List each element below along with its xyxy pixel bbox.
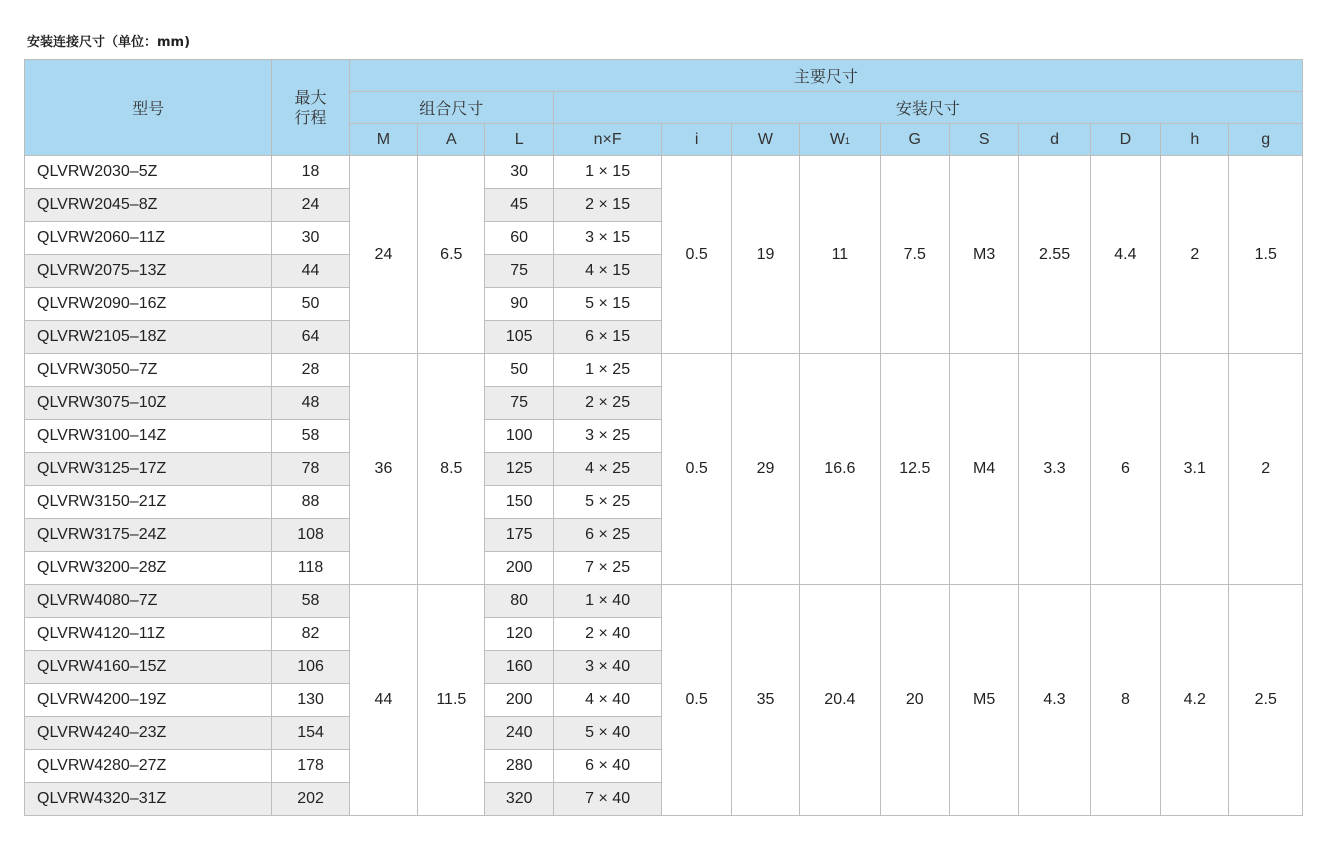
cell-model: QLVRW4200–19Z <box>25 684 272 717</box>
cell-model: QLVRW3200–28Z <box>25 552 272 585</box>
cell-nf: 6 × 40 <box>553 750 662 783</box>
cell-nf: 5 × 25 <box>553 486 662 519</box>
cell-l: 75 <box>485 387 553 420</box>
cell-model: QLVRW3175–24Z <box>25 519 272 552</box>
cell-l: 200 <box>485 552 553 585</box>
header-col-w1-label: W <box>829 130 845 148</box>
cell-g-lower: 2.5 <box>1229 585 1303 816</box>
header-col-w1 <box>800 124 880 156</box>
cell-l: 75 <box>485 255 553 288</box>
cell-m: 36 <box>349 354 417 585</box>
header-col-i: i <box>662 124 731 156</box>
cell-model: QLVRW4240–23Z <box>25 717 272 750</box>
cell-l: 50 <box>485 354 553 387</box>
cell-model: QLVRW2045–8Z <box>25 189 272 222</box>
cell-g-upper: 7.5 <box>880 156 949 354</box>
cell-g-lower: 1.5 <box>1229 156 1303 354</box>
cell-stroke: 28 <box>272 354 349 387</box>
cell-stroke: 106 <box>272 651 349 684</box>
header-col-h: h <box>1161 124 1229 156</box>
cell-model: QLVRW4160–15Z <box>25 651 272 684</box>
cell-model: QLVRW3100–14Z <box>25 420 272 453</box>
cell-stroke: 24 <box>272 189 349 222</box>
cell-h: 3.1 <box>1161 354 1229 585</box>
cell-s: M3 <box>949 156 1018 354</box>
table-row <box>25 156 1303 189</box>
cell-nf: 2 × 40 <box>553 618 662 651</box>
cell-nf: 7 × 25 <box>553 552 662 585</box>
cell-l: 90 <box>485 288 553 321</box>
cell-a: 11.5 <box>418 585 485 816</box>
cell-stroke: 18 <box>272 156 349 189</box>
cell-model: QLVRW3050–7Z <box>25 354 272 387</box>
cell-l: 320 <box>485 783 553 816</box>
cell-model: QLVRW2030–5Z <box>25 156 272 189</box>
cell-l: 100 <box>485 420 553 453</box>
cell-l: 125 <box>485 453 553 486</box>
cell-g-upper: 12.5 <box>880 354 949 585</box>
table-body <box>25 156 1303 816</box>
cell-nf: 4 × 25 <box>553 453 662 486</box>
cell-nf: 5 × 40 <box>553 717 662 750</box>
cell-nf: 2 × 25 <box>553 387 662 420</box>
cell-w: 35 <box>731 585 799 816</box>
cell-d-upper: 8 <box>1090 585 1160 816</box>
cell-s: M5 <box>949 585 1018 816</box>
cell-stroke: 30 <box>272 222 349 255</box>
cell-l: 45 <box>485 189 553 222</box>
cell-nf: 4 × 40 <box>553 684 662 717</box>
cell-stroke: 118 <box>272 552 349 585</box>
header-combo-dims: 组合尺寸 <box>349 92 553 124</box>
cell-w: 19 <box>731 156 799 354</box>
cell-model: QLVRW3075–10Z <box>25 387 272 420</box>
cell-stroke: 154 <box>272 717 349 750</box>
cell-nf: 6 × 25 <box>553 519 662 552</box>
header-col-w: W <box>731 124 799 156</box>
table-header <box>25 60 1303 156</box>
cell-d-upper: 4.4 <box>1090 156 1160 354</box>
cell-stroke: 58 <box>272 585 349 618</box>
cell-model: QLVRW3150–21Z <box>25 486 272 519</box>
header-col-w1-subscript: 1 <box>844 135 850 146</box>
header-model: 型号 <box>25 60 272 156</box>
header-col-d-upper: D <box>1090 124 1160 156</box>
cell-stroke: 202 <box>272 783 349 816</box>
cell-a: 8.5 <box>418 354 485 585</box>
cell-model: QLVRW2090–16Z <box>25 288 272 321</box>
cell-model: QLVRW2105–18Z <box>25 321 272 354</box>
cell-model: QLVRW2060–11Z <box>25 222 272 255</box>
cell-l: 120 <box>485 618 553 651</box>
cell-d-lower: 4.3 <box>1019 585 1090 816</box>
cell-nf: 2 × 15 <box>553 189 662 222</box>
cell-s: M4 <box>949 354 1018 585</box>
cell-l: 200 <box>485 684 553 717</box>
cell-stroke: 58 <box>272 420 349 453</box>
cell-l: 240 <box>485 717 553 750</box>
table-row <box>25 585 1303 618</box>
cell-w1: 20.4 <box>800 585 880 816</box>
header-col-l: L <box>485 124 553 156</box>
cell-stroke: 78 <box>272 453 349 486</box>
cell-l: 30 <box>485 156 553 189</box>
cell-l: 175 <box>485 519 553 552</box>
cell-l: 150 <box>485 486 553 519</box>
cell-model: QLVRW4320–31Z <box>25 783 272 816</box>
cell-l: 280 <box>485 750 553 783</box>
header-col-m: M <box>349 124 417 156</box>
cell-d-lower: 2.55 <box>1019 156 1090 354</box>
cell-h: 4.2 <box>1161 585 1229 816</box>
header-stroke <box>272 60 349 156</box>
cell-i: 0.5 <box>662 354 731 585</box>
cell-d-lower: 3.3 <box>1019 354 1090 585</box>
cell-nf: 3 × 25 <box>553 420 662 453</box>
header-stroke-label: 最大 行程 <box>294 87 327 127</box>
cell-l: 160 <box>485 651 553 684</box>
cell-stroke: 48 <box>272 387 349 420</box>
spec-table <box>24 59 1303 816</box>
cell-nf: 4 × 15 <box>553 255 662 288</box>
cell-a: 6.5 <box>418 156 485 354</box>
header-col-d-lower: d <box>1019 124 1090 156</box>
cell-model: QLVRW2075–13Z <box>25 255 272 288</box>
cell-stroke: 44 <box>272 255 349 288</box>
cell-stroke: 108 <box>272 519 349 552</box>
cell-w1: 16.6 <box>800 354 880 585</box>
cell-model: QLVRW3125–17Z <box>25 453 272 486</box>
cell-model: QLVRW4080–7Z <box>25 585 272 618</box>
cell-i: 0.5 <box>662 156 731 354</box>
cell-m: 44 <box>349 585 417 816</box>
header-main-dims: 主要尺寸 <box>349 60 1302 92</box>
cell-stroke: 178 <box>272 750 349 783</box>
cell-nf: 6 × 15 <box>553 321 662 354</box>
cell-stroke: 82 <box>272 618 349 651</box>
table-caption: 安装连接尺寸（单位：mm) <box>27 35 191 50</box>
cell-h: 2 <box>1161 156 1229 354</box>
cell-model: QLVRW4280–27Z <box>25 750 272 783</box>
cell-stroke: 50 <box>272 288 349 321</box>
cell-nf: 3 × 15 <box>553 222 662 255</box>
cell-nf: 5 × 15 <box>553 288 662 321</box>
cell-stroke: 88 <box>272 486 349 519</box>
header-col-nf: n×F <box>553 124 662 156</box>
cell-stroke: 64 <box>272 321 349 354</box>
cell-l: 60 <box>485 222 553 255</box>
header-col-g-lower: g <box>1229 124 1303 156</box>
cell-w1: 11 <box>800 156 880 354</box>
cell-w: 29 <box>731 354 799 585</box>
cell-d-upper: 6 <box>1090 354 1160 585</box>
cell-nf: 3 × 40 <box>553 651 662 684</box>
table-row <box>25 354 1303 387</box>
cell-nf: 1 × 25 <box>553 354 662 387</box>
cell-i: 0.5 <box>662 585 731 816</box>
header-install-dims: 安装尺寸 <box>553 92 1302 124</box>
cell-nf: 1 × 40 <box>553 585 662 618</box>
cell-g-lower: 2 <box>1229 354 1303 585</box>
cell-l: 80 <box>485 585 553 618</box>
cell-g-upper: 20 <box>880 585 949 816</box>
header-col-s: S <box>949 124 1018 156</box>
cell-l: 105 <box>485 321 553 354</box>
cell-stroke: 130 <box>272 684 349 717</box>
cell-nf: 7 × 40 <box>553 783 662 816</box>
header-col-a: A <box>418 124 485 156</box>
header-col-g-upper: G <box>880 124 949 156</box>
cell-m: 24 <box>349 156 417 354</box>
cell-nf: 1 × 15 <box>553 156 662 189</box>
cell-model: QLVRW4120–11Z <box>25 618 272 651</box>
